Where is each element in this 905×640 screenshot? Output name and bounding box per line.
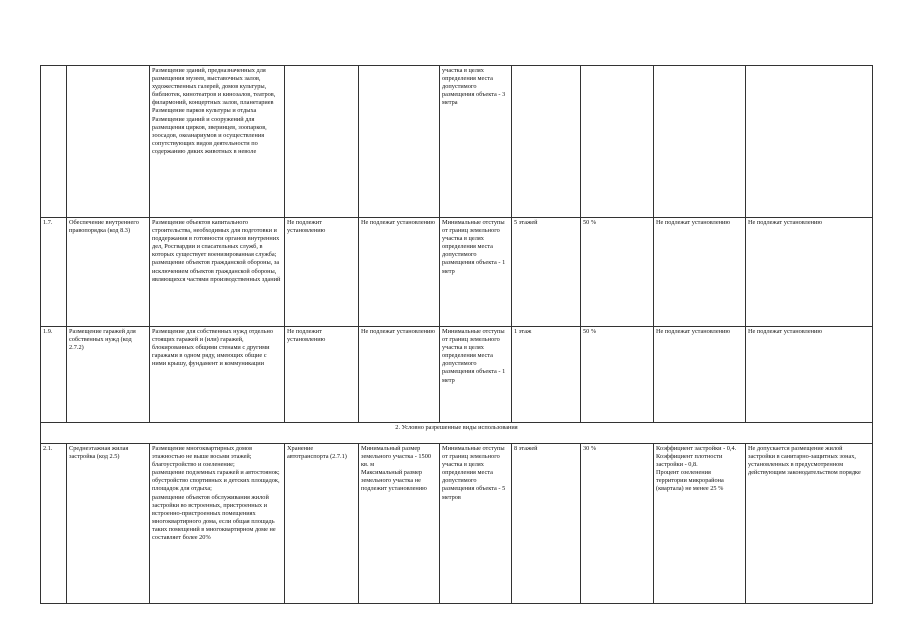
extra-parameters: [654, 66, 746, 218]
use-description: Размещение для собственных нужд отдельно стоящих гаражей и (или) гаражей, блокированных общими стенами с другими гаражами в одном ряду, имеющих общие с ними крышу, фундамент и коммуникации: [150, 327, 285, 423]
use-name: Среднеэтажная жилая застройка (код 2.5): [67, 444, 150, 604]
max-floors: 8 этажей: [512, 444, 581, 604]
max-coverage: 50 %: [581, 327, 654, 423]
auxiliary-use: [285, 66, 359, 218]
auxiliary-use: Не подлежит установлению: [285, 218, 359, 327]
auxiliary-use: Не подлежит установлению: [285, 327, 359, 423]
row-number: 2.1.: [41, 444, 67, 604]
table-row: [41, 327, 873, 423]
restrictions: Не подлежат установлению: [746, 327, 873, 423]
use-name: Обеспечение внутреннего правопорядка (код 8.3): [67, 218, 150, 327]
max-floors: 1 этаж: [512, 327, 581, 423]
max-coverage: [581, 66, 654, 218]
row-number: 1.7.: [41, 218, 67, 327]
section-header-row: [41, 423, 873, 444]
setback: участка в целях определения места допустимого размещения объекта - 3 метра: [440, 66, 512, 218]
row-number: 1.9.: [41, 327, 67, 423]
table-row: [41, 444, 873, 604]
table-row: [41, 218, 873, 327]
table-row: [41, 66, 873, 218]
row-number: [41, 66, 67, 218]
max-coverage: 30 %: [581, 444, 654, 604]
use-description: Размещение зданий, предназначенных для размещения музеев, выставочных залов, художественных галерей, домов культуры, библиотек, кинотеатров и кинозалов, театров, филармоний, концертных залов, планетариев Размещение парков культуры и отдыха Размещение зданий и сооружений для размещения цирков, зверинцев, зоопарков, зоосадов, океанариумов и осуществления сопутствующих видов деятельности по содержанию диких животных в неволе: [150, 66, 285, 218]
plot-size: Не подлежат установлению: [359, 218, 440, 327]
extra-parameters: Коэффициент застройки - 0,4. Коэффициент плотности застройки - 0,8. Процент озеленения территории микрорайона (квартала) не менее 25 %: [654, 444, 746, 604]
plot-size: Не подлежат установлению: [359, 327, 440, 423]
extra-parameters: Не подлежат установлению: [654, 218, 746, 327]
use-description: Размещение объектов капитального строительства, необходимых для подготовки и поддержания в готовности органов внутренних дел, Росгвардии и спасательных служб, в которых существует военизированная служба; размещение объектов гражданской обороны, за исключением объектов гражданской обороны, являющихся частями производственных зданий: [150, 218, 285, 327]
restrictions: Не подлежат установлению: [746, 218, 873, 327]
restrictions: [746, 66, 873, 218]
setback: Минимальные отступы от границ земельного участка в целях определения места допустимого размещения объекта - 5 метров: [440, 444, 512, 604]
zoning-regulations-table: [40, 65, 873, 604]
restrictions: Не допускается размещение жилой застройки в санитарно-защитных зонах, установленных в предусмотренном действующим законодательством порядке: [746, 444, 873, 604]
max-coverage: 50 %: [581, 218, 654, 327]
extra-parameters: Не подлежат установлению: [654, 327, 746, 423]
auxiliary-use: Хранение автотранспорта (2.7.1): [285, 444, 359, 604]
section-title: 2. Условно разрешенные виды использования: [41, 423, 873, 444]
setback: Минимальные отступы от границ земельного участка в целях определения места допустимого размещения объекта - 1 метр: [440, 218, 512, 327]
use-description: Размещение многоквартирных домов этажностью не выше восьми этажей; благоустройство и озеленение; размещение подземных гаражей и автостоянок; обустройство спортивных и детских площадок, площадок для отдыха; размещение объектов обслуживания жилой застройки во встроенных, пристроенных и встроенно-пристроенных помещениях многоквартирного дома, если общая площадь таких помещений в многоквартирном доме не составляет более 20%: [150, 444, 285, 604]
use-name: Размещение гаражей для собственных нужд (код 2.7.2): [67, 327, 150, 423]
max-floors: [512, 66, 581, 218]
max-floors: 5 этажей: [512, 218, 581, 327]
plot-size: [359, 66, 440, 218]
plot-size: Минимальный размер земельного участка - 1500 кв. м Максимальный размер земельного участка не подлежит установлению: [359, 444, 440, 604]
setback: Минимальные отступы от границ земельного участка в целях определения места допустимого размещения объекта - 1 метр: [440, 327, 512, 423]
use-name: [67, 66, 150, 218]
